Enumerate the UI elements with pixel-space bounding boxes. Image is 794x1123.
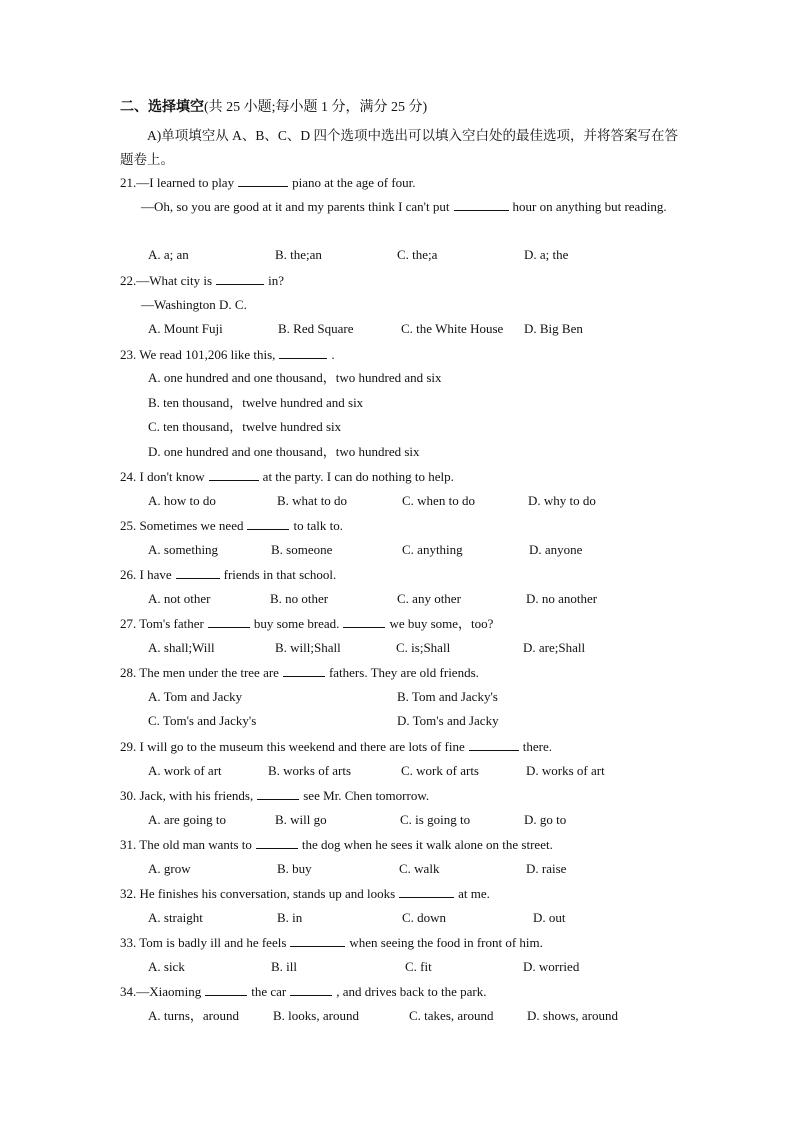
question-23-blank (279, 345, 327, 359)
question-26-options (148, 590, 688, 608)
question-28-options-row-2 (148, 712, 688, 730)
question-28-blank (283, 663, 325, 677)
option-b: B. someone (271, 542, 333, 557)
option-c: C. the White House (401, 321, 504, 336)
question-30-suffix: see Mr. Chen tomorrow. (303, 788, 430, 803)
option-d: D. why to do (528, 493, 596, 508)
question-28-suffix: fathers. They are old friends. (328, 665, 479, 680)
question-21-reply-blank (454, 197, 509, 211)
option-c: C. any other (397, 591, 461, 606)
option-b: B. the;an (275, 247, 322, 262)
question-29-blank (469, 737, 519, 751)
question-33-prefix: 33. Tom is badly ill and he feels (120, 935, 287, 950)
option-a: A. something (148, 542, 219, 557)
option-c: C. the;a (397, 247, 438, 262)
option-d: D. anyone (529, 542, 583, 557)
question-21-reply-prefix: —Oh, so you are good at it and my parents think I can't put (141, 199, 450, 214)
option-b: B. will go (275, 812, 327, 827)
option-b: B. ten thousand，twelve hundred and six (148, 395, 364, 410)
question-29-prefix: 29. I will go to the museum this weekend and there are lots of fine (120, 739, 465, 754)
option-a: A. not other (148, 591, 211, 606)
option-b: B. what to do (277, 493, 348, 508)
option-a: A. turns，around (148, 1008, 239, 1023)
option-a: A. are going to (148, 812, 226, 827)
option-c: C. is;Shall (396, 640, 451, 655)
question-28 (120, 663, 479, 682)
question-27 (120, 614, 493, 633)
section-title (120, 98, 427, 118)
section-instructions: A)单项填空从 A、B、C、D 四个选项中选出可以填入空白处的最佳选项，并将答案写在答题卷上。 (120, 128, 679, 167)
option-a: A. Tom and Jacky (148, 689, 243, 704)
question-31-prefix: 31. The old man wants to (120, 837, 252, 852)
section-title-rest: (共 25 小题;每小题 1 分，满分 25 分) (204, 100, 428, 115)
question-22 (120, 271, 284, 290)
question-23-prefix: 23. We read 101,206 like this, (120, 347, 276, 362)
question-32-options (148, 909, 688, 927)
question-31-options (148, 860, 688, 878)
option-c: C. ten thousand，twelve hundred six (148, 419, 342, 434)
question-27-blank-2 (343, 614, 385, 628)
question-24-options (148, 492, 688, 510)
question-24-prefix: 24. I don't know (120, 469, 205, 484)
question-29 (120, 737, 552, 756)
question-30-blank (257, 786, 299, 800)
option-a: A. work of art (148, 763, 222, 778)
question-31-blank (256, 835, 298, 849)
option-c: C. takes, around (409, 1008, 494, 1023)
option-d: D. go to (524, 812, 567, 827)
question-21-reply-suffix: hour on anything but reading. (512, 199, 667, 214)
question-25 (120, 516, 343, 535)
question-32-prefix: 32. He finishes his conversation, stands up and looks (120, 886, 396, 901)
question-34-blank-2 (290, 982, 332, 996)
question-27-suffix: we buy some，too? (389, 616, 494, 631)
option-b: B. no other (270, 591, 329, 606)
question-22-suffix: in? (268, 273, 284, 288)
question-21-prefix: 21.—I learned to play (120, 175, 235, 190)
option-d: D. one hundred and one thousand，two hundred six (148, 444, 420, 459)
question-24-blank (209, 467, 259, 481)
option-c: C. is going to (400, 812, 471, 827)
option-a: A. how to do (148, 493, 216, 508)
option-d: D. worried (523, 959, 580, 974)
option-d: D. out (533, 910, 566, 925)
question-34-options (148, 1007, 688, 1025)
question-27-options (148, 639, 688, 657)
option-c: C. work of arts (401, 763, 479, 778)
option-a: A. grow (148, 861, 191, 876)
question-30-prefix: 30. Jack, with his friends, (120, 788, 254, 803)
option-c: C. anything (402, 542, 463, 557)
question-23 (120, 345, 335, 364)
question-22-blank (216, 271, 264, 285)
question-28-prefix: 28. The men under the tree are (120, 665, 279, 680)
question-21-options (148, 246, 688, 264)
question-21-reply (141, 195, 676, 219)
question-34-blank-1 (205, 982, 247, 996)
option-a: A. one hundred and one thousand，two hundred and six (148, 370, 442, 385)
option-b: B. in (277, 910, 303, 925)
question-21-suffix: piano at the age of four. (292, 175, 416, 190)
question-32-blank (399, 884, 454, 898)
option-d: D. a; the (524, 247, 569, 262)
option-d: D. Big Ben (524, 321, 583, 336)
option-b: B. Tom and Jacky's (397, 689, 498, 704)
option-d: D. Tom's and Jacky (397, 713, 499, 728)
question-33-suffix: when seeing the food in front of him. (349, 935, 543, 950)
option-a: A. sick (148, 959, 185, 974)
question-29-options (148, 762, 688, 780)
option-d: D. no another (526, 591, 598, 606)
question-27-middle: buy some bread. (253, 616, 340, 631)
option-b: B. looks, around (273, 1008, 359, 1023)
option-c: C. down (402, 910, 447, 925)
question-26-prefix: 26. I have (120, 567, 172, 582)
option-c: C. fit (405, 959, 432, 974)
option-d: D. raise (526, 861, 567, 876)
question-30 (120, 786, 429, 805)
question-34-prefix: 34.—Xiaoming (120, 984, 202, 999)
option-c: C. when to do (402, 493, 475, 508)
question-25-prefix: 25. Sometimes we need (120, 518, 244, 533)
question-34-suffix: , and drives back to the park. (336, 984, 487, 999)
question-28-options-row-1 (148, 688, 688, 706)
option-a: A. a; an (148, 247, 189, 262)
question-33-blank (290, 933, 345, 947)
question-32-suffix: at me. (458, 886, 490, 901)
question-32 (120, 884, 490, 903)
question-24 (120, 467, 454, 486)
option-a: A. Mount Fuji (148, 321, 223, 336)
question-22-options (148, 320, 688, 338)
question-27-prefix: 27. Tom's father (120, 616, 204, 631)
question-21-blank (238, 173, 288, 187)
question-25-options (148, 541, 688, 559)
question-31 (120, 835, 553, 854)
option-b: B. Red Square (278, 321, 354, 336)
option-b: B. buy (277, 861, 312, 876)
option-d: D. are;Shall (523, 640, 586, 655)
question-24-suffix: at the party. I can do nothing to help. (262, 469, 454, 484)
option-b: B. will;Shall (275, 640, 341, 655)
question-25-suffix: to talk to. (293, 518, 343, 533)
question-21 (120, 173, 416, 192)
section-title-bold: 二、选择填空 (120, 100, 204, 115)
question-26 (120, 565, 336, 584)
question-34-middle: the car (251, 984, 287, 999)
option-b: B. works of arts (268, 763, 352, 778)
question-31-suffix: the dog when he sees it walk alone on the street. (301, 837, 553, 852)
option-b: B. ill (271, 959, 298, 974)
option-a: A. straight (148, 910, 203, 925)
option-a: A. shall;Will (148, 640, 215, 655)
option-c: C. Tom's and Jacky's (148, 713, 257, 728)
question-33-options (148, 958, 688, 976)
option-d: D. shows, around (527, 1008, 618, 1023)
question-25-blank (247, 516, 289, 530)
question-23-suffix: . (331, 347, 335, 362)
question-26-suffix: friends in that school. (223, 567, 337, 582)
question-22-prefix: 22.—What city is (120, 273, 213, 288)
question-34 (120, 982, 486, 1001)
question-29-suffix: there. (522, 739, 553, 754)
option-d: D. works of art (526, 763, 605, 778)
question-30-options (148, 811, 688, 829)
option-c: C. walk (399, 861, 440, 876)
question-33 (120, 933, 543, 952)
question-27-blank-1 (208, 614, 250, 628)
question-26-blank (176, 565, 220, 579)
question-22-reply: —Washington D. C. (141, 297, 247, 312)
